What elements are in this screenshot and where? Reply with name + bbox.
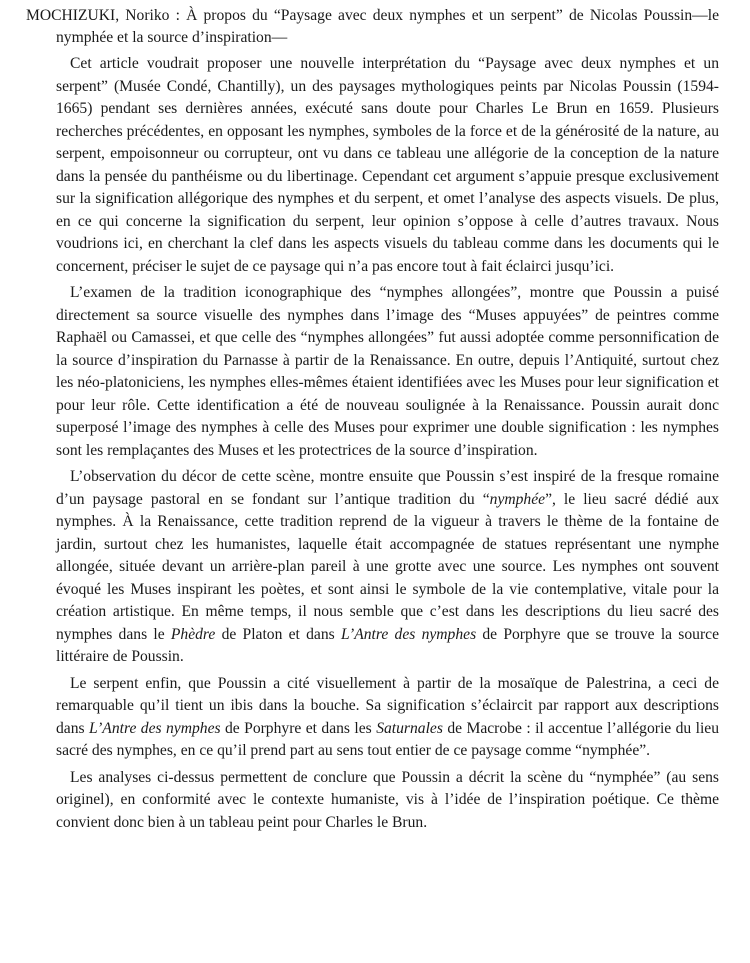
italic-title-run: L’Antre des nymphes (89, 719, 221, 737)
article-body (26, 53, 719, 834)
text-run: ”, le lieu sacré dédié aux nymphes. À la Renaissance, cette tradition reprend de la vigueur à travers le thème de la fontaine de jardin, surtout chez les humanistes, laquelle était accompagnée de statues représentant une nymphe allongée, située devant un arrière-plan pareil à une grotte avec une source. Les nymphes ont souvent évoqué les Muses inspirant les poètes, et sont ainsi le symbole de la vie contemplative, vitale pour la création artistique. En même temps, il nous semble que c’est dans les descriptions du lieu sacré des nymphes dans le (56, 490, 719, 643)
text-run: Les analyses ci-dessus permettent de conclure que Poussin a décrit la scène du “nymphée” (au sens originel), en conformité avec le contexte humaniste, vis à l’idée de l’inspiration poétique. Ce thème convient donc bien à un tableau peint pour Charles le Brun. (56, 768, 719, 831)
paragraph-4 (56, 673, 719, 763)
paragraph-5 (56, 767, 719, 835)
italic-title-run: L’Antre des nymphes (340, 625, 477, 643)
article-title: MOCHIZUKI, Noriko : À propos du “Paysage avec deux nymphes et un serpent” de Nicolas Poussin—le nymphée et la source d’inspiration— (26, 7, 719, 46)
text-run: Le serpent enfin, que Poussin a cité visuellement à partir de la mosaïque de Palestrina, a ceci de remarquable qu’il tient un ibis dans la bouche. Sa signification s’éclaircit par rapport aux descriptions dans (56, 674, 719, 737)
paragraph-1 (56, 53, 719, 278)
text-run: de Platon et dans (215, 625, 341, 643)
text-run: de Porphyre que se trouve la source littéraire de Poussin. (56, 625, 720, 665)
italic-title-run: Saturnales (376, 719, 443, 737)
paragraph-2 (56, 282, 719, 462)
text-run: Cet article voudrait proposer une nouvelle interprétation du “Paysage avec deux nymphes et un serpent” (Musée Condé, Chantilly), un des paysages mythologiques peints par Nicolas Poussin (1594-1665) pendant ses dernières années, exécuté sans doute pour Charles Le Brun en 1659. Plusieurs recherches précédentes, en opposant les nymphes, symboles de la force et de la générosité de la nature, au serpent, empoisonneur ou corrupteur, ont vu dans ce tableau une allégorie de la conception de la nature dans la pensée du panthéisme ou du libertinage. Cependant cet argument s’appuie presque exclusivement sur la signification allégorique des nymphes et du serpent, et omet l’analyse des aspects visuels. De plus, en ce qui concerne la signification du serpent, leur opinion s’oppose à celle d’autres travaux. Nous voudrions ici, en cherchant la clef dans les aspects visuels du tableau comme dans les documents qui le concernent, préciser le sujet de ce paysage qui n’a pas encore tout à fait éclairci jusqu’ici. (56, 55, 719, 275)
text-run: L’observation du décor de cette scène, montre ensuite que Poussin s’est inspiré de la fresque romaine d’un paysage pastoral en se fondant sur l’antique tradition du “ (56, 468, 719, 508)
text-run: de Macrobe : il accentue l’allégorie du lieu sacré des nymphes, en ce qu’il prend part au sens tout entier de ce paysage comme “nymphée”. (56, 719, 720, 759)
text-run: L’examen de la tradition iconographique des “nymphes allongées”, montre que Poussin a puisé directement sa source visuelle des nymphes dans l’image des “Muses appuyées” de peintres comme Raphaël ou Camassei, et que celle des “nymphes allongées” fut aussi adoptée comme personnification de la source d’inspiration du Parnasse à partir de la Renaissance. En outre, depuis l’Antiquité, surtout chez les néo-platoniciens, les nymphes elles-mêmes étaient identifiées avec les Muses pour leur signification et pour leur rôle. Cette identification a été de nouveau soulignée à la Renaissance. Poussin aurait donc superposé l’image des nymphes à celle des Muses pour exprimer une double signification : les nymphes sont les remplaçantes des Muses et les protectrices de la source d’inspiration. (56, 284, 719, 459)
italic-title-run: Phèdre (170, 625, 216, 643)
article (26, 5, 719, 838)
paragraph-3 (56, 466, 719, 669)
italic-title-run: nymphée (489, 490, 546, 508)
text-run: de Porphyre et dans les (220, 719, 377, 737)
